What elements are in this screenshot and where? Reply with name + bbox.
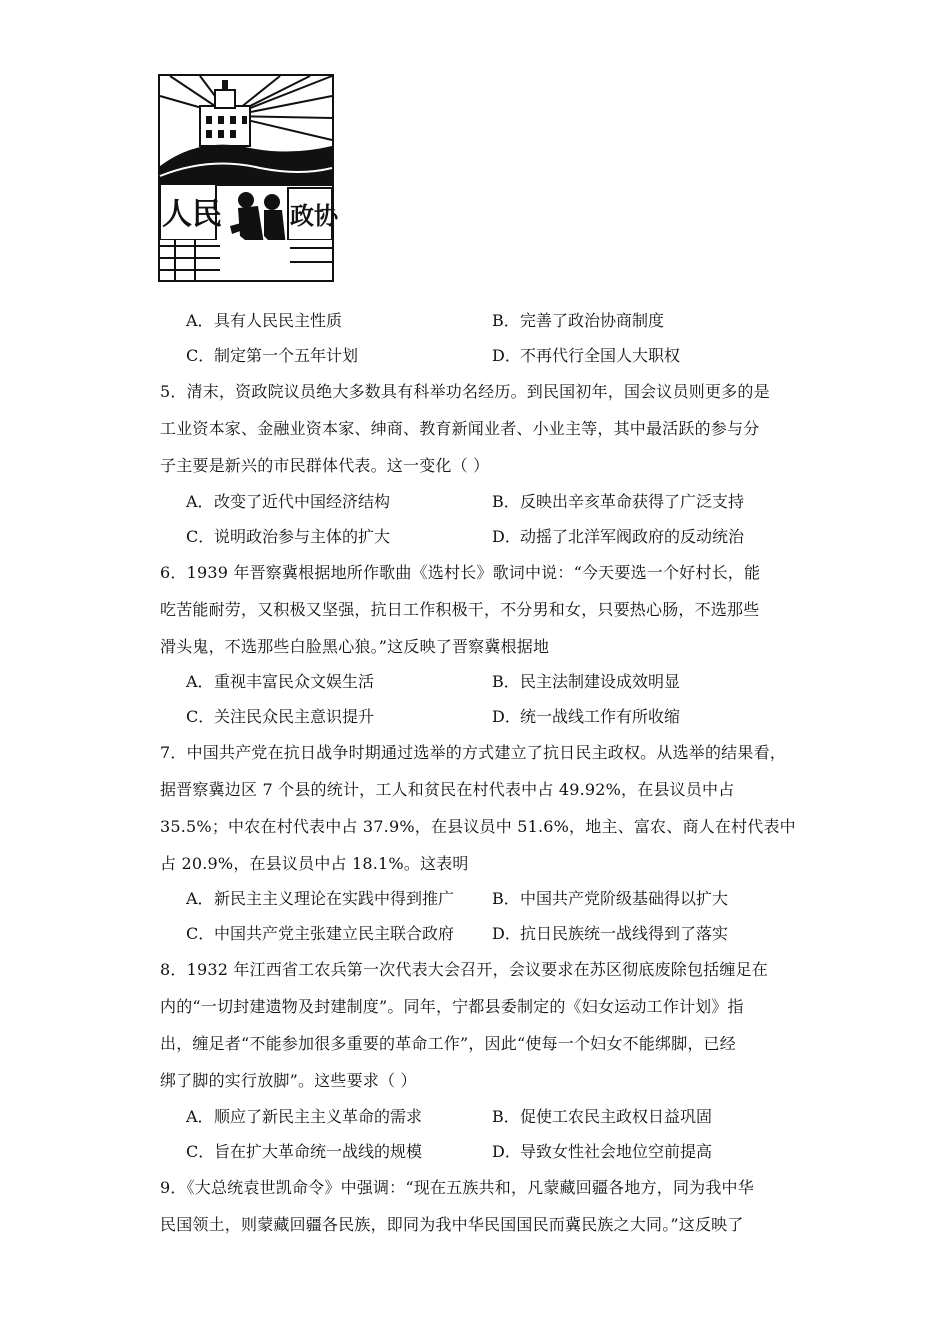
q8-option-b[interactable] [492,1106,712,1128]
option-key: B． [492,889,520,908]
q8-option-d[interactable] [492,1141,712,1163]
q8-option-c[interactable] [186,1141,422,1163]
option-text: 完善了政治协商制度 [520,311,665,330]
option-text: 中国共产党阶级基础得以扩大 [520,889,729,908]
option-text: 反映出辛亥革命获得了广泛支持 [520,492,745,511]
option-key: C． [186,527,215,546]
option-text: 具有人民民主性质 [214,311,343,330]
option-key: C． [186,707,215,726]
q7-option-b[interactable] [492,888,728,910]
option-key: D． [492,346,521,365]
q7-option-d[interactable] [492,923,728,945]
sign-left-text: 人民 [162,198,222,231]
option-text: 民主法制建设成效明显 [520,672,681,691]
option-key: A． [186,889,214,908]
option-key: B． [492,1107,520,1126]
option-text: 不再代行全国人大职权 [520,346,681,365]
q5-stem-line: 工业资本家、金融业资本家、绅商、教育新闻业者、小业主等，其中最活跃的参与分 [160,419,760,438]
q6-stem-line: 6．1939 年晋察冀根据地所作歌曲《选村长》歌词中说：“今天要选一个好村长，能 [160,563,761,582]
option-text: 促使工农民主政权日益巩固 [520,1107,713,1126]
option-text: 关注民众民主意识提升 [214,707,375,726]
q6-stem-line: 吃苦能耐劳，又积极又坚强，抗日工作积极干，不分男和女，只要热心肠，不选那些 [160,600,760,619]
option-key: B． [492,672,520,691]
q5-option-c[interactable] [186,526,390,548]
q7-option-c[interactable] [186,923,454,945]
option-text: 顺应了新民主主义革命的需求 [214,1107,423,1126]
q5-option-d[interactable] [492,526,744,548]
q7-option-a[interactable] [186,888,454,910]
q7-stem-line: 35.5%；中农在村代表中占 37.9%，在县议员中 51.6%，地主、富农、商人在村代表中 [160,817,796,836]
option-key: C． [186,346,215,365]
q4-option-a[interactable] [186,310,342,332]
option-text: 导致女性社会地位空前提高 [520,1142,713,1161]
option-key: A． [186,1107,214,1126]
q5-stem-line: 子主要是新兴的市民群体代表。这一变化（ ） [160,456,490,475]
option-key: B． [492,311,520,330]
question-illustration [158,74,338,282]
option-key: C． [186,1142,215,1161]
q4-option-d[interactable] [492,345,680,367]
option-text: 说明政治参与主体的扩大 [214,527,391,546]
option-text: 重视丰富民众文娱生活 [214,672,375,691]
q6-option-d[interactable] [492,706,680,728]
option-text: 动摇了北洋军阀政府的反动统治 [520,527,745,546]
q5-option-a[interactable] [186,491,390,513]
option-text: 中国共产党主张建立民主联合政府 [214,924,455,943]
option-key: B． [492,492,520,511]
q8-stem-line: 出，缠足者“不能参加很多重要的革命工作”，因此“使每一个妇女不能绑脚，已经 [160,1034,736,1053]
option-key: A． [186,311,214,330]
option-key: D． [492,707,521,726]
q8-stem-line: 8．1932 年江西省工农兵第一次代表大会召开，会议要求在苏区彻底废除包括缠足在 [160,960,768,979]
q4-option-b[interactable] [492,310,664,332]
woodcut-image [160,76,338,280]
option-key: D． [492,1142,521,1161]
q8-stem-line: 绑了脚的实行放脚”。这些要求（ ） [160,1071,417,1090]
q4-option-c[interactable] [186,345,358,367]
option-key: A． [186,672,214,691]
q6-option-c[interactable] [186,706,374,728]
q9-stem-line: 9．《大总统袁世凯命令》中强调：“现在五族共和，凡蒙藏回疆各地方，同为我中华 [160,1178,754,1197]
option-key: C． [186,924,215,943]
option-text: 抗日民族统一战线得到了落实 [520,924,729,943]
q7-stem-line: 7．中国共产党在抗日战争时期通过选举的方式建立了抗日民主政权。从选举的结果看， [160,743,786,762]
option-text: 统一战线工作有所收缩 [520,707,681,726]
q9-stem-line: 民国领土，则蒙藏回疆各民族，即同为我中华民国国民而冀民族之大同。”这反映了 [160,1215,744,1234]
q5-stem-line: 5．清末，资政院议员绝大多数具有科举功名经历。到民国初年，国会议员则更多的是 [160,382,770,401]
option-key: D． [492,924,521,943]
option-key: A． [186,492,214,511]
option-text: 改变了近代中国经济结构 [214,492,391,511]
q6-option-a[interactable] [186,671,374,693]
q7-stem-line: 据晋察冀边区 7 个县的统计，工人和贫民在村代表中占 49.92%，在县议员中占 [160,780,735,799]
q8-option-a[interactable] [186,1106,422,1128]
q6-option-b[interactable] [492,671,680,693]
option-text: 旨在扩大革命统一战线的规模 [214,1142,423,1161]
q7-stem-line: 占 20.9%，在县议员中占 18.1%。这表明 [160,854,469,873]
q6-stem-line: 滑头鬼，不选那些白脸黑心狼。”这反映了晋察冀根据地 [160,637,550,656]
q5-option-b[interactable] [492,491,744,513]
option-text: 制定第一个五年计划 [214,346,359,365]
option-key: D． [492,527,521,546]
sign-right-text: 政协 [290,203,338,230]
q8-stem-line: 内的“一切封建遗物及封建制度”。同年，宁都县委制定的《妇女运动工作计划》指 [160,997,744,1016]
option-text: 新民主主义理论在实践中得到推广 [214,889,455,908]
